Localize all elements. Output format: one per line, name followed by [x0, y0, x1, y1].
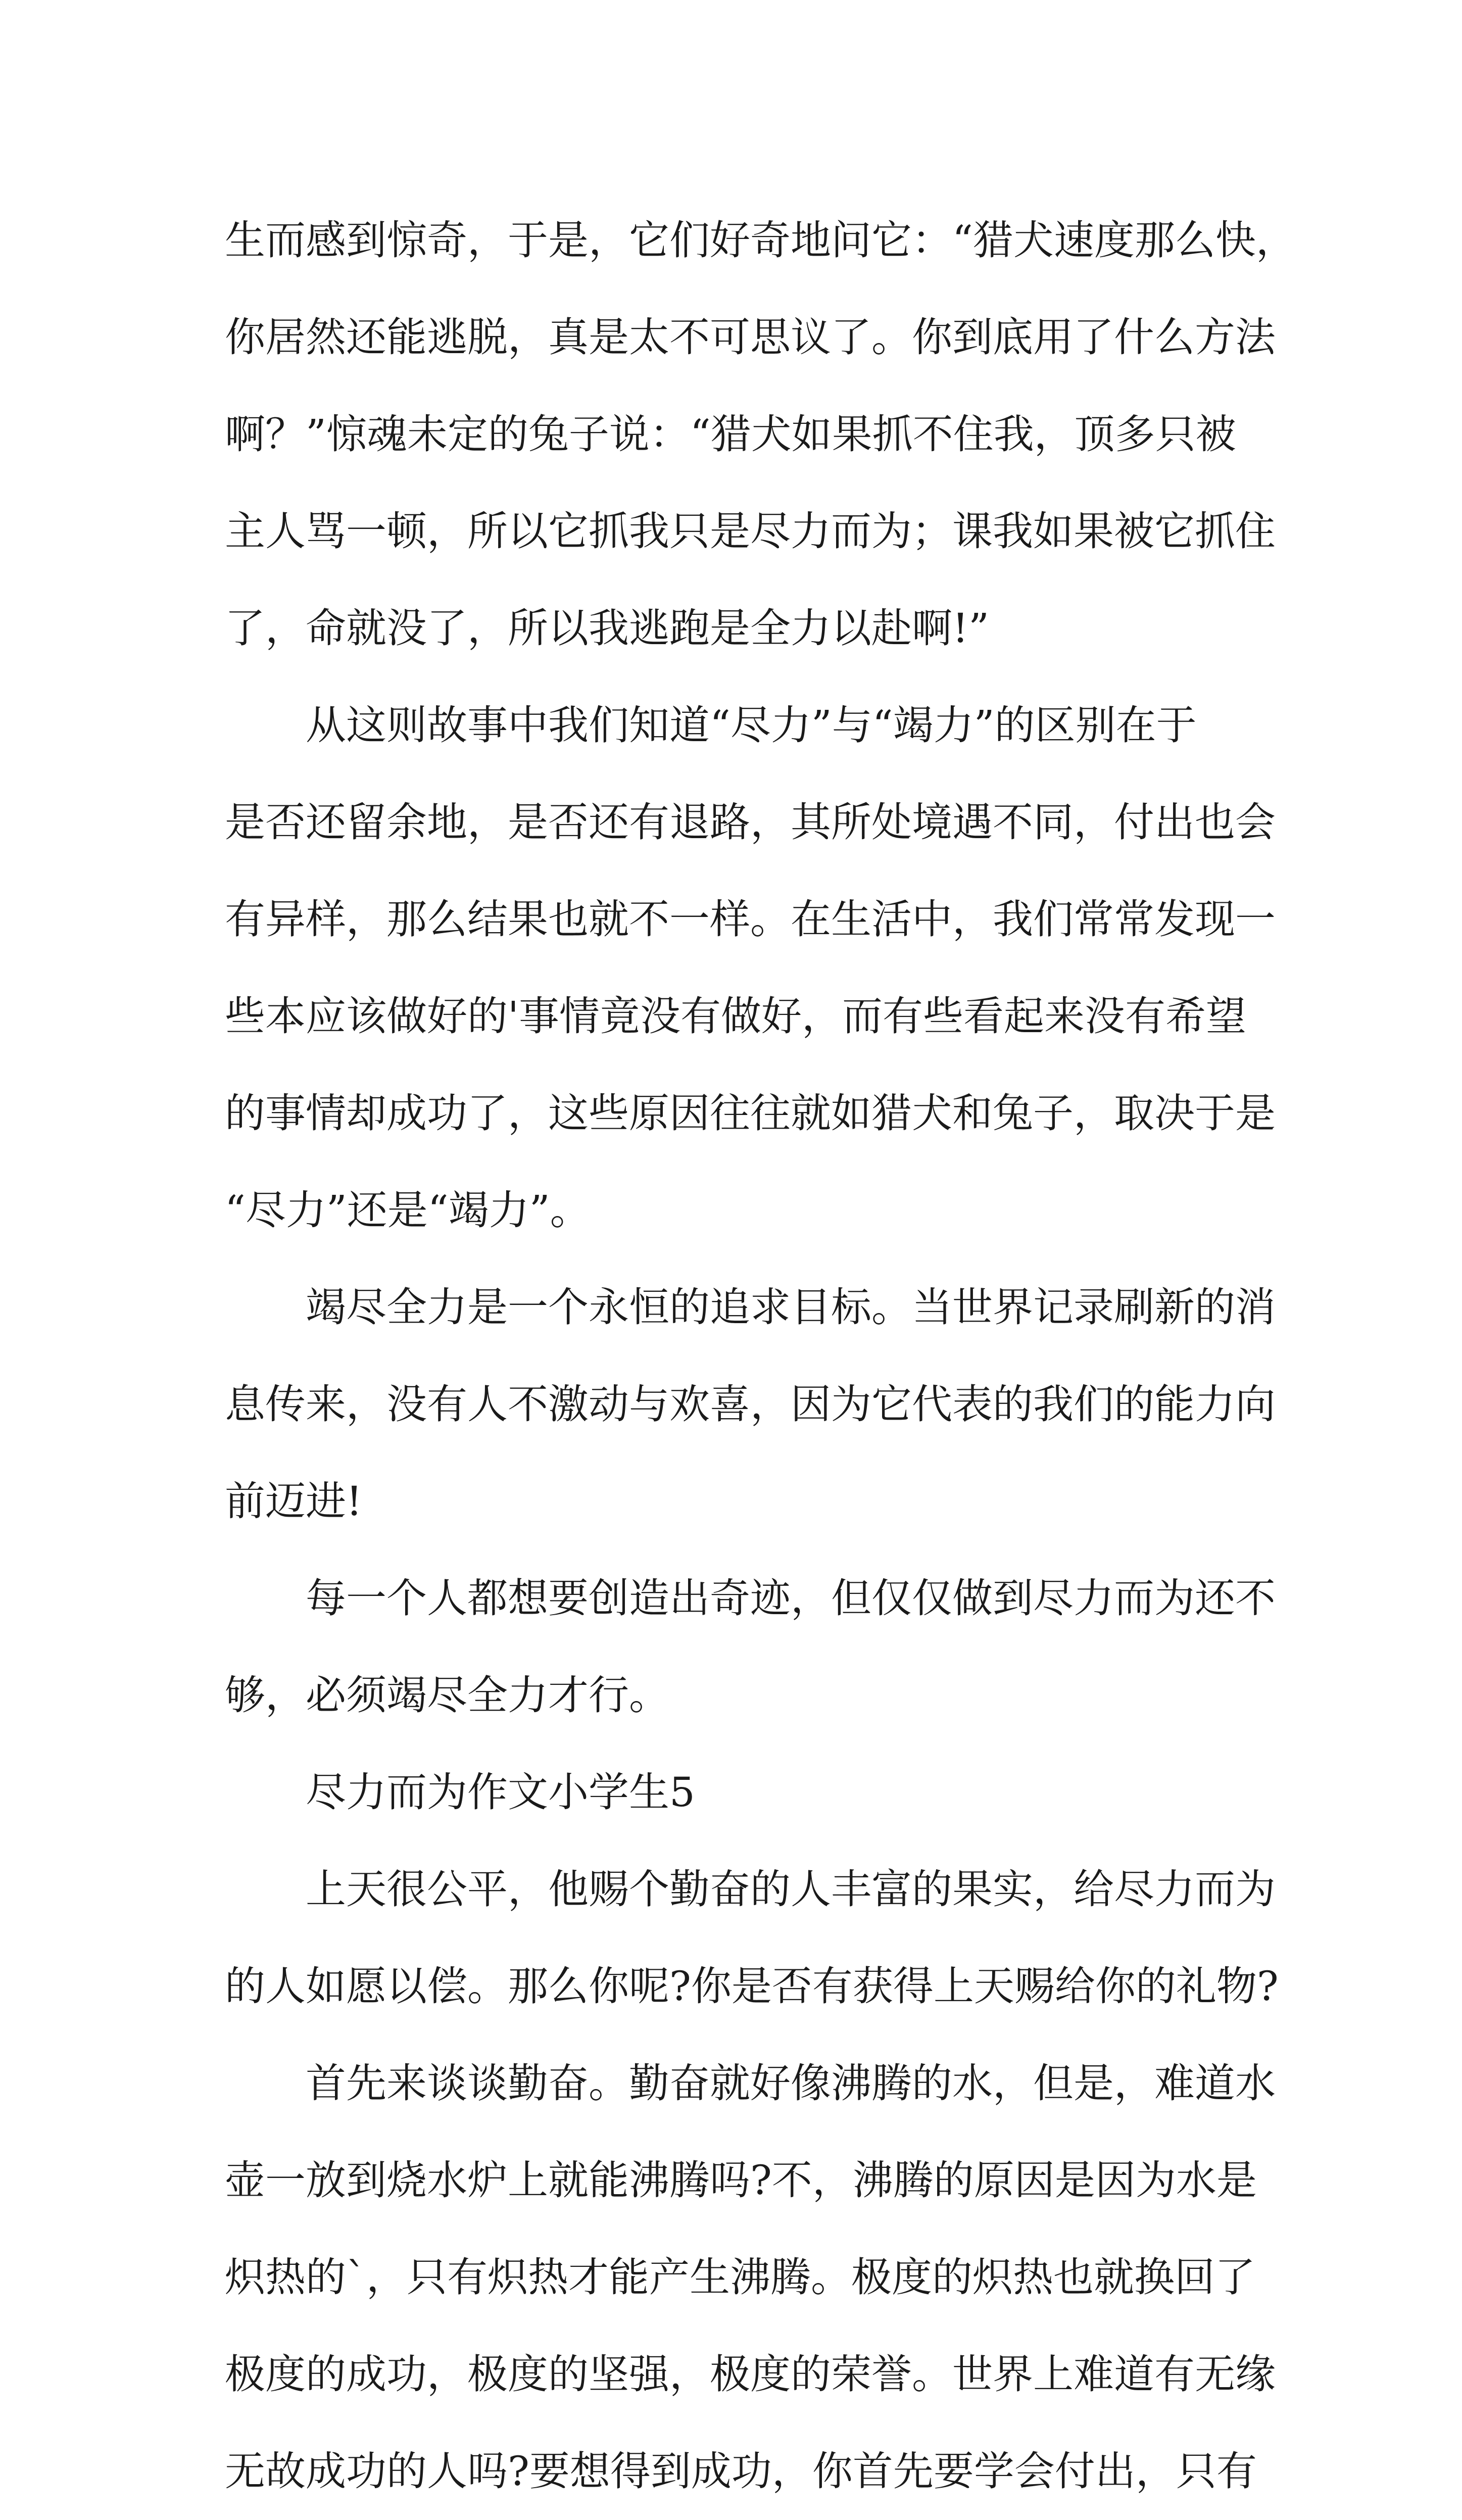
text-line: 从这则故事中我们知道“尽力”与“竭力”的区别在于	[306, 702, 1197, 749]
text-line: 有异样，那么结果也就不一样。在生活中，我们常常发现一	[225, 896, 1276, 943]
text-line: 够，必须竭尽全力才行。	[225, 1672, 669, 1719]
text-line: 无故成功的人吗?要想得到成功，你首先要学会付出，只有	[225, 2448, 1257, 2495]
text-line: 炽热的`，只有炽热才能产生沸腾。极度的炽热也就换回了	[225, 2254, 1255, 2301]
text-line: 壶一放到烧水炉上就能沸腾吗?不，沸腾的原因是因为水是	[225, 2157, 1257, 2204]
text-line: 前迈进!	[225, 1478, 363, 1525]
text-line: 主人骂一顿，所以它抓我只是尽力而为；课我如果被它抓住	[225, 508, 1276, 555]
body-text	[225, 192, 1296, 2520]
text-line: 每一个人都想要创造出奇迹，但仅仅做到尽力而为还不	[306, 1575, 1276, 1622]
text-line: 是否还留余地，是否还有退路，其所处境遇不同，付出也会	[225, 799, 1276, 846]
text-line: 竭尽全力是一个永恒的追求目标。当世界记录刷新的消	[306, 1284, 1276, 1331]
section-heading: 尽力而为作文小学生5	[306, 1769, 695, 1816]
text-line: 你居然还能逃脱，真是太不可思议了。你到底用了什么方法	[225, 314, 1276, 361]
text-line: 息传来，没有人不激动与欢喜，因为它代表的我们的能力向	[225, 1381, 1276, 1428]
text-line: 啊？”惊魂未定的兔子说：“猎犬如果抓不住我，顶多只被	[225, 411, 1236, 458]
text-line: 首先来谈谈勤奋。勤奋就好像沸腾的水，但是，难道水	[306, 2060, 1276, 2107]
text-line: “尽力”还是“竭力”。	[225, 1187, 591, 1234]
text-line: 生而感到惊奇，于是，它们好奇地问它：“猎犬速度那么快，	[225, 217, 1296, 264]
text-line: 些本应该做好的'事情竟没有做好，而有些看起来没有希望	[225, 993, 1246, 1040]
text-line: 极度的成功，极度的坚强，极度的荣誉。世界上难道有无缘	[225, 2351, 1276, 2398]
text-line: 的事情却成功了，这些原因往往就如猎犬和兔子，取决于是	[225, 1090, 1276, 1137]
text-line: 上天很公平，他赐个勤奋的人丰富的果实，给尽力而为	[306, 1866, 1276, 1913]
text-line: 了，命就没了，所以我逃跑是全力以赴啊!”	[225, 605, 990, 652]
text-line: 的人如愿以偿。那么你呢?你是否有获得上天赐给你的礼物?	[225, 1963, 1279, 2010]
